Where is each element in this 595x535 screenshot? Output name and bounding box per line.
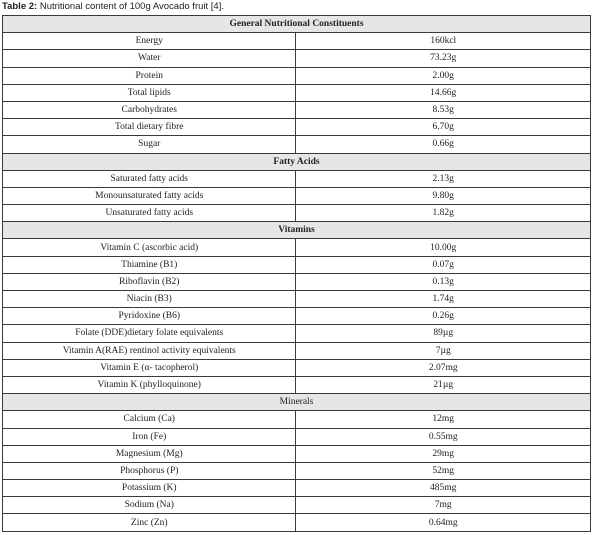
nutrient-value-cell: 2.00g: [296, 67, 591, 84]
nutrient-name-cell: Niacin (B3): [3, 291, 296, 308]
nutrient-name-cell: Sugar: [3, 136, 296, 153]
section-title: General Nutritional Constituents: [3, 16, 591, 33]
nutrient-name-cell: Calcium (Ca): [3, 411, 296, 428]
nutrient-value-cell: 160kcl: [296, 33, 591, 50]
nutrient-name-cell: Zinc (Zn): [3, 514, 296, 531]
nutrient-value-cell: 89µg: [296, 325, 591, 342]
table-row: [3, 359, 591, 376]
nutrient-name-cell: Iron (Fe): [3, 428, 296, 445]
table-row: [3, 205, 591, 222]
table-row: [3, 480, 591, 497]
nutrient-value-cell: 2.07mg: [296, 359, 591, 376]
nutrient-name-cell: Vitamin C (ascorbic acid): [3, 239, 296, 256]
nutrient-name-cell: Folate (DDE)dietary folate equivalents: [3, 325, 296, 342]
nutrient-value-cell: 7mg: [296, 497, 591, 514]
nutrient-value-cell: 1.74g: [296, 291, 591, 308]
nutrient-name-cell: Vitamin A(RAE) rentinol activity equivalents: [3, 342, 296, 359]
table-row: [3, 256, 591, 273]
nutrient-name-cell: Unsaturated fatty acids: [3, 205, 296, 222]
section-header-row: [3, 222, 591, 239]
table-row: [3, 291, 591, 308]
nutrient-value-cell: 6.70g: [296, 119, 591, 136]
table-row: [3, 187, 591, 204]
table-row: [3, 411, 591, 428]
nutrient-name-cell: Sodium (Na): [3, 497, 296, 514]
nutrient-name-cell: Protein: [3, 67, 296, 84]
nutrient-name-cell: Energy: [3, 33, 296, 50]
nutrient-value-cell: 0.26g: [296, 308, 591, 325]
section-title: Fatty Acids: [3, 153, 591, 170]
nutrition-table: [2, 15, 591, 532]
nutrient-name-cell: Potassium (K): [3, 480, 296, 497]
table-caption: [2, 0, 224, 14]
table-row: [3, 67, 591, 84]
nutrient-name-cell: Magnesium (Mg): [3, 445, 296, 462]
table-caption-text: Nutritional content of 100g Avocado fruit [4].: [37, 1, 224, 12]
nutrient-value-cell: 8.53g: [296, 101, 591, 118]
table-row: [3, 445, 591, 462]
nutrient-value-cell: 0.55mg: [296, 428, 591, 445]
nutrient-value-cell: 73.23g: [296, 50, 591, 67]
table-row: [3, 497, 591, 514]
nutrient-name-cell: Pyridoxine (B6): [3, 308, 296, 325]
nutrient-value-cell: 0.64mg: [296, 514, 591, 531]
table-row: [3, 308, 591, 325]
section-header-row: [3, 394, 591, 411]
nutrient-name-cell: Thiamine (B1): [3, 256, 296, 273]
nutrient-name-cell: Saturated fatty acids: [3, 170, 296, 187]
nutrient-name-cell: Vitamin K (phylloquinone): [3, 376, 296, 393]
nutrient-value-cell: 10.00g: [296, 239, 591, 256]
table-row: [3, 136, 591, 153]
nutrient-value-cell: 2.13g: [296, 170, 591, 187]
table-row: [3, 514, 591, 531]
nutrient-name-cell: Water: [3, 50, 296, 67]
section-title: Vitamins: [3, 222, 591, 239]
section-header-row: [3, 153, 591, 170]
nutrient-name-cell: Riboflavin (B2): [3, 273, 296, 290]
nutrient-name-cell: Total dietary fibre: [3, 119, 296, 136]
table-row: [3, 119, 591, 136]
table-row: [3, 462, 591, 479]
table-row: [3, 342, 591, 359]
table-row: [3, 325, 591, 342]
table-row: [3, 273, 591, 290]
table-caption-label: Table 2:: [2, 1, 38, 12]
nutrition-table-body: [3, 16, 591, 532]
nutrient-value-cell: 0.66g: [296, 136, 591, 153]
table-row: [3, 33, 591, 50]
nutrient-value-cell: 14.66g: [296, 84, 591, 101]
nutrient-value-cell: 485mg: [296, 480, 591, 497]
nutrient-value-cell: 7µg: [296, 342, 591, 359]
nutrient-value-cell: 12mg: [296, 411, 591, 428]
nutrient-name-cell: Phosphorus (P): [3, 462, 296, 479]
nutrient-value-cell: 0.13g: [296, 273, 591, 290]
table-row: [3, 84, 591, 101]
nutrient-name-cell: Monounsaturated fatty acids: [3, 187, 296, 204]
table-row: [3, 428, 591, 445]
nutrient-name-cell: Vitamin E (α- tacopherol): [3, 359, 296, 376]
section-title: Minerals: [3, 394, 591, 411]
table-row: [3, 50, 591, 67]
nutrient-value-cell: 21µg: [296, 376, 591, 393]
table-row: [3, 376, 591, 393]
nutrient-value-cell: 1.82g: [296, 205, 591, 222]
nutrient-value-cell: 52mg: [296, 462, 591, 479]
table-row: [3, 239, 591, 256]
nutrient-value-cell: 0.07g: [296, 256, 591, 273]
table-row: [3, 170, 591, 187]
table-row: [3, 101, 591, 118]
section-header-row: [3, 16, 591, 33]
nutrient-name-cell: Carbohydrates: [3, 101, 296, 118]
nutrient-name-cell: Total lipids: [3, 84, 296, 101]
nutrient-value-cell: 9.80g: [296, 187, 591, 204]
nutrient-value-cell: 29mg: [296, 445, 591, 462]
